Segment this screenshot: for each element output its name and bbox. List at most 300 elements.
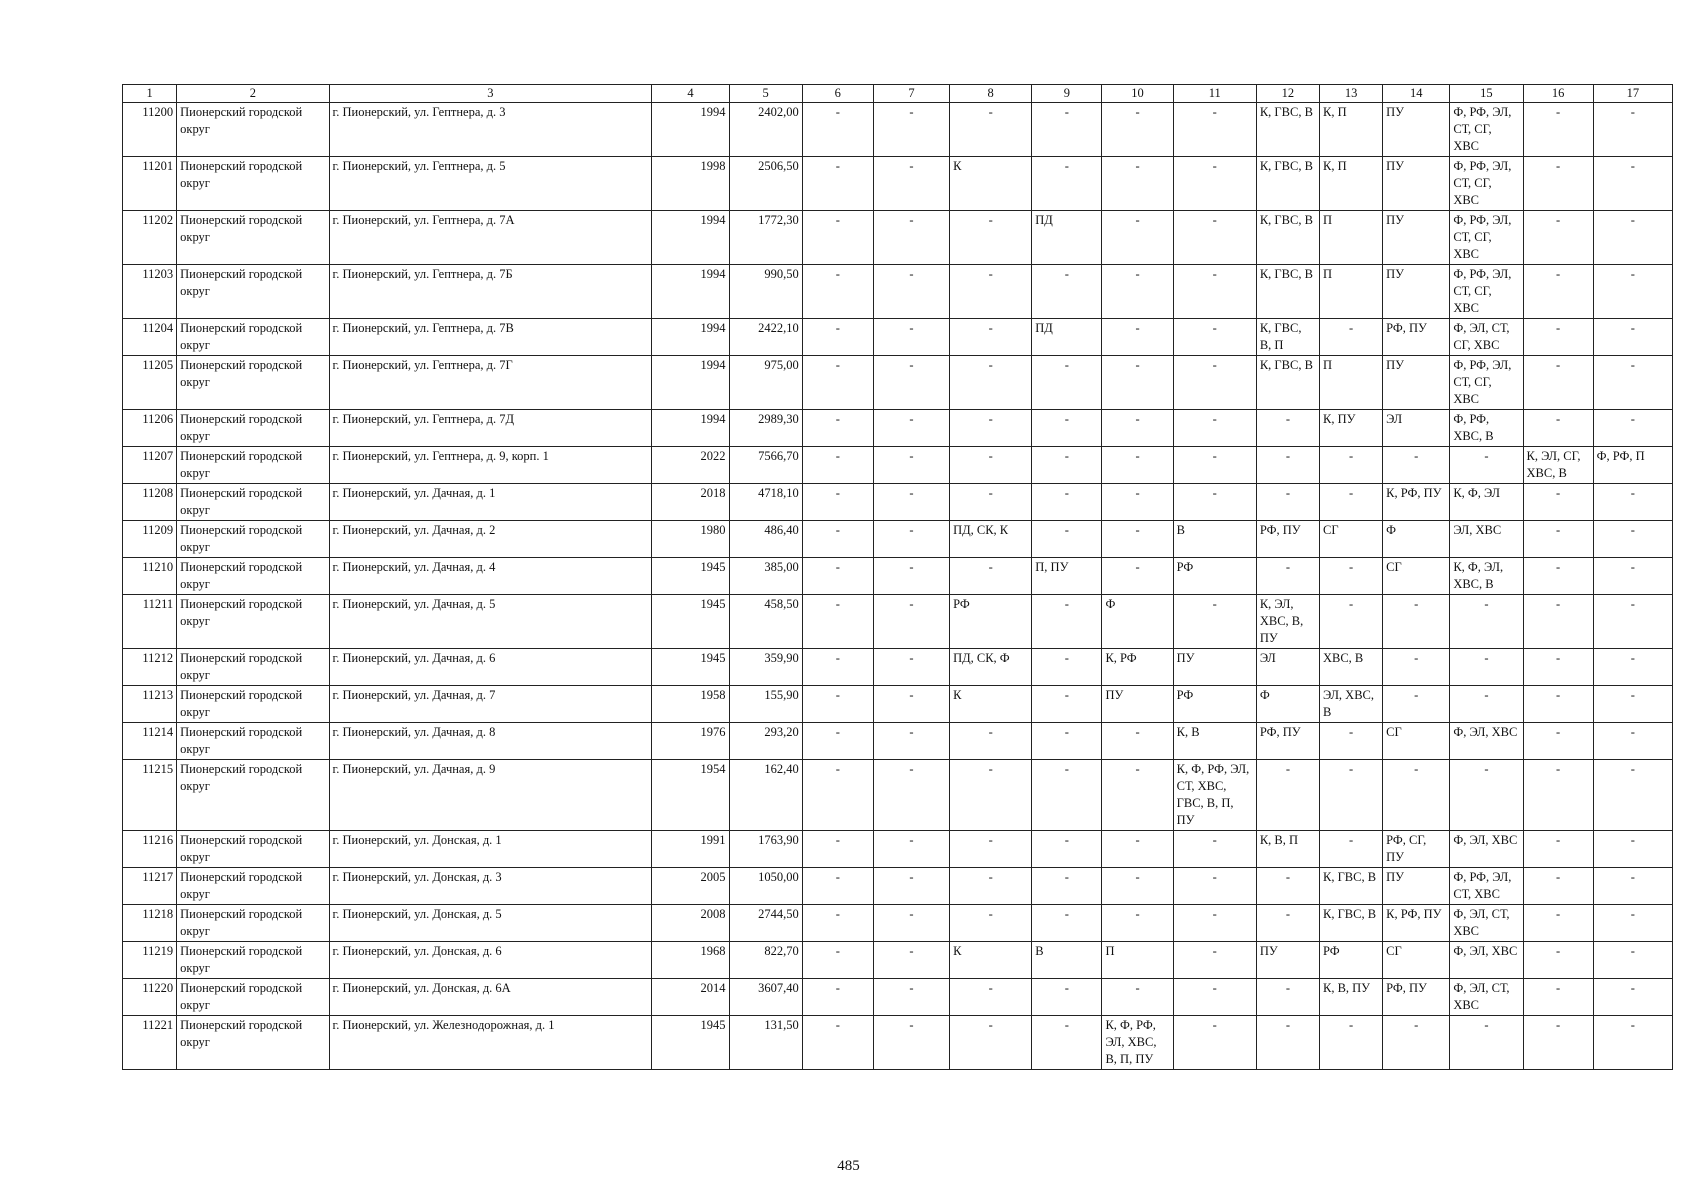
table-cell-col-6: - [802,103,873,157]
table-cell-col-4: 1945 [652,1016,729,1070]
table-cell-col-1: 11221 [123,1016,177,1070]
table-cell-col-6: - [802,831,873,868]
column-header-5: 5 [729,85,802,103]
table-cell-col-10: К, РФ [1102,649,1173,686]
table-cell-col-14: - [1383,760,1450,831]
column-header-6: 6 [802,85,873,103]
table-cell-col-10: Ф [1102,595,1173,649]
table-cell-col-7: - [873,521,949,558]
table-cell-col-4: 1958 [652,686,729,723]
table-cell-col-15: - [1450,595,1523,649]
table-cell-col-2: Пионерский городской округ [177,157,329,211]
table-cell-col-15: Ф, РФ, ЭЛ, СТ, СГ, ХВС [1450,211,1523,265]
table-cell-col-9: - [1032,265,1102,319]
table-cell-col-9: В [1032,942,1102,979]
table-cell-col-1: 11218 [123,905,177,942]
table-cell-col-16: - [1523,686,1593,723]
table-cell-col-3: г. Пионерский, ул. Дачная, д. 6 [329,649,652,686]
table-cell-col-9: ПД [1032,319,1102,356]
table-cell-col-8: - [950,905,1032,942]
column-header-4: 4 [652,85,729,103]
table-cell-col-10: - [1102,410,1173,447]
table-cell-col-3: г. Пионерский, ул. Гептнера, д. 7Д [329,410,652,447]
table-cell-col-2: Пионерский городской округ [177,760,329,831]
table-cell-col-10: - [1102,265,1173,319]
table-cell-col-15: К, Ф, ЭЛ, ХВС, В [1450,558,1523,595]
table-cell-col-14: СГ [1383,558,1450,595]
table-cell-col-13: П [1319,265,1382,319]
table-cell-col-3: г. Пионерский, ул. Донская, д. 3 [329,868,652,905]
table-cell-col-12: РФ, ПУ [1256,521,1319,558]
column-header-1: 1 [123,85,177,103]
table-cell-col-6: - [802,723,873,760]
table-cell-col-17: - [1593,1016,1672,1070]
table-cell-col-3: г. Пионерский, ул. Донская, д. 6А [329,979,652,1016]
table-cell-col-13: - [1319,1016,1382,1070]
table-cell-col-7: - [873,356,949,410]
table-row [123,521,1673,558]
table-cell-col-11: - [1173,211,1256,265]
table-cell-col-15: - [1450,686,1523,723]
table-cell-col-5: 822,70 [729,942,802,979]
table-cell-col-15: Ф, ЭЛ, ХВС [1450,831,1523,868]
table-cell-col-11: ПУ [1173,649,1256,686]
table-cell-col-8: К [950,157,1032,211]
column-header-2: 2 [177,85,329,103]
table-cell-col-12: - [1256,905,1319,942]
table-cell-col-7: - [873,760,949,831]
table-cell-col-4: 2022 [652,447,729,484]
table-cell-col-16: - [1523,905,1593,942]
table-cell-col-13: - [1319,760,1382,831]
table-cell-col-7: - [873,868,949,905]
table-cell-col-2: Пионерский городской округ [177,942,329,979]
table-cell-col-8: - [950,265,1032,319]
table-cell-col-15: Ф, РФ, ЭЛ, СТ, СГ, ХВС [1450,103,1523,157]
table-cell-col-3: г. Пионерский, ул. Гептнера, д. 5 [329,157,652,211]
table-cell-col-9: - [1032,103,1102,157]
table-cell-col-1: 11201 [123,157,177,211]
table-cell-col-1: 11204 [123,319,177,356]
table-cell-col-7: - [873,1016,949,1070]
table-cell-col-13: - [1319,319,1382,356]
table-cell-col-8: ПД, СК, Ф [950,649,1032,686]
table-cell-col-3: г. Пионерский, ул. Дачная, д. 5 [329,595,652,649]
table-cell-col-12: К, В, П [1256,831,1319,868]
table-cell-col-17: - [1593,319,1672,356]
table-cell-col-11: - [1173,831,1256,868]
table-cell-col-15: Ф, ЭЛ, ХВС [1450,723,1523,760]
table-cell-col-14: РФ, СГ, ПУ [1383,831,1450,868]
table-cell-col-5: 385,00 [729,558,802,595]
table-cell-col-5: 486,40 [729,521,802,558]
table-cell-col-14: - [1383,686,1450,723]
table-cell-col-11: - [1173,157,1256,211]
table-cell-col-9: - [1032,521,1102,558]
table-cell-col-17: - [1593,410,1672,447]
table-cell-col-5: 2506,50 [729,157,802,211]
table-cell-col-15: - [1450,447,1523,484]
table-row [123,157,1673,211]
table-cell-col-3: г. Пионерский, ул. Дачная, д. 8 [329,723,652,760]
table-cell-col-11: РФ [1173,558,1256,595]
table-cell-col-5: 1763,90 [729,831,802,868]
table-cell-col-16: - [1523,1016,1593,1070]
table-cell-col-12: - [1256,1016,1319,1070]
table-cell-col-4: 2014 [652,979,729,1016]
table-cell-col-8: - [950,831,1032,868]
table-cell-col-7: - [873,831,949,868]
table-cell-col-7: - [873,649,949,686]
table-cell-col-5: 4718,10 [729,484,802,521]
table-cell-col-11: - [1173,484,1256,521]
table-cell-col-10: - [1102,868,1173,905]
table-cell-col-14: ПУ [1383,211,1450,265]
table-cell-col-11: - [1173,319,1256,356]
table-cell-col-16: - [1523,942,1593,979]
table-cell-col-17: - [1593,265,1672,319]
table-cell-col-16: - [1523,760,1593,831]
table-cell-col-3: г. Пионерский, ул. Гептнера, д. 7В [329,319,652,356]
table-cell-col-16: К, ЭЛ, СГ, ХВС, В [1523,447,1593,484]
table-cell-col-3: г. Пионерский, ул. Дачная, д. 9 [329,760,652,831]
table-cell-col-8: - [950,211,1032,265]
table-cell-col-9: ПД [1032,211,1102,265]
table-row [123,410,1673,447]
column-header-14: 14 [1383,85,1450,103]
table-cell-col-12: - [1256,979,1319,1016]
table-cell-col-17: - [1593,831,1672,868]
table-cell-col-15: Ф, ЭЛ, СТ, СГ, ХВС [1450,319,1523,356]
table-cell-col-15: Ф, РФ, ЭЛ, СТ, ХВС [1450,868,1523,905]
table-cell-col-16: - [1523,723,1593,760]
table-cell-col-12: ЭЛ [1256,649,1319,686]
table-cell-col-8: РФ [950,595,1032,649]
table-cell-col-10: - [1102,211,1173,265]
table-cell-col-12: К, ГВС, В, П [1256,319,1319,356]
table-cell-col-8: - [950,760,1032,831]
table-cell-col-14: К, РФ, ПУ [1383,905,1450,942]
table-cell-col-4: 2005 [652,868,729,905]
table-cell-col-1: 11213 [123,686,177,723]
table-cell-col-10: ПУ [1102,686,1173,723]
table-cell-col-1: 11215 [123,760,177,831]
table-cell-col-9: - [1032,410,1102,447]
table-cell-col-8: - [950,979,1032,1016]
table-cell-col-5: 359,90 [729,649,802,686]
table-cell-col-9: - [1032,868,1102,905]
table-cell-col-5: 975,00 [729,356,802,410]
table-cell-col-11: РФ [1173,686,1256,723]
table-cell-col-13: - [1319,595,1382,649]
table-cell-col-9: - [1032,595,1102,649]
table-cell-col-14: - [1383,1016,1450,1070]
column-header-7: 7 [873,85,949,103]
table-cell-col-4: 1954 [652,760,729,831]
table-cell-col-2: Пионерский городской округ [177,979,329,1016]
table-cell-col-9: - [1032,157,1102,211]
table-cell-col-4: 1980 [652,521,729,558]
table-cell-col-3: г. Пионерский, ул. Дачная, д. 7 [329,686,652,723]
table-cell-col-14: - [1383,595,1450,649]
table-cell-col-13: П [1319,211,1382,265]
table-cell-col-14: ПУ [1383,157,1450,211]
table-cell-col-14: ПУ [1383,103,1450,157]
table-row [123,265,1673,319]
table-cell-col-12: - [1256,447,1319,484]
table-cell-col-5: 2422,10 [729,319,802,356]
table-cell-col-1: 11216 [123,831,177,868]
table-cell-col-14: ЭЛ [1383,410,1450,447]
table-cell-col-4: 1998 [652,157,729,211]
table-cell-col-14: ПУ [1383,868,1450,905]
table-cell-col-8: - [950,356,1032,410]
table-cell-col-13: К, В, ПУ [1319,979,1382,1016]
column-header-17: 17 [1593,85,1672,103]
table-cell-col-4: 1994 [652,410,729,447]
table-cell-col-2: Пионерский городской округ [177,558,329,595]
table-cell-col-16: - [1523,831,1593,868]
table-cell-col-9: - [1032,484,1102,521]
table-cell-col-11: В [1173,521,1256,558]
table-cell-col-4: 1994 [652,211,729,265]
table-cell-col-4: 1968 [652,942,729,979]
table-cell-col-6: - [802,484,873,521]
table-cell-col-7: - [873,410,949,447]
page-number: 485 [837,1158,860,1174]
table-cell-col-13: РФ [1319,942,1382,979]
table-row [123,831,1673,868]
table-cell-col-17: - [1593,868,1672,905]
table-cell-col-17: - [1593,942,1672,979]
table-cell-col-12: К, ГВС, В [1256,103,1319,157]
table-cell-col-12: К, ГВС, В [1256,356,1319,410]
table-cell-col-17: - [1593,558,1672,595]
table-cell-col-13: ЭЛ, ХВС, В [1319,686,1382,723]
table-cell-col-6: - [802,558,873,595]
data-table [122,84,1673,1070]
table-cell-col-13: К, ГВС, В [1319,868,1382,905]
table-row [123,558,1673,595]
table-cell-col-1: 11202 [123,211,177,265]
table-cell-col-11: - [1173,447,1256,484]
table-cell-col-17: Ф, РФ, П [1593,447,1672,484]
table-cell-col-4: 1945 [652,595,729,649]
table-cell-col-13: ХВС, В [1319,649,1382,686]
table-cell-col-16: - [1523,356,1593,410]
table-cell-col-13: К, ПУ [1319,410,1382,447]
header-row [123,85,1673,103]
table-cell-col-6: - [802,410,873,447]
table-cell-col-4: 1994 [652,265,729,319]
table-cell-col-13: К, П [1319,157,1382,211]
table-cell-col-7: - [873,979,949,1016]
table-cell-col-12: РФ, ПУ [1256,723,1319,760]
table-cell-col-16: - [1523,410,1593,447]
table-cell-col-5: 293,20 [729,723,802,760]
table-cell-col-7: - [873,447,949,484]
table-cell-col-16: - [1523,521,1593,558]
table-cell-col-5: 2402,00 [729,103,802,157]
table-cell-col-10: - [1102,157,1173,211]
table-cell-col-9: - [1032,649,1102,686]
table-cell-col-17: - [1593,979,1672,1016]
table-cell-col-7: - [873,211,949,265]
table-cell-col-8: - [950,484,1032,521]
table-cell-col-13: К, ГВС, В [1319,905,1382,942]
table-cell-col-14: - [1383,649,1450,686]
table-cell-col-14: РФ, ПУ [1383,979,1450,1016]
table-cell-col-7: - [873,905,949,942]
table-cell-col-11: - [1173,942,1256,979]
table-cell-col-1: 11212 [123,649,177,686]
table-cell-col-2: Пионерский городской округ [177,1016,329,1070]
table-cell-col-13: - [1319,447,1382,484]
table-cell-col-2: Пионерский городской округ [177,211,329,265]
table-cell-col-7: - [873,265,949,319]
table-cell-col-10: - [1102,558,1173,595]
table-cell-col-3: г. Пионерский, ул. Гептнера, д. 7А [329,211,652,265]
table-cell-col-5: 458,50 [729,595,802,649]
table-cell-col-5: 7566,70 [729,447,802,484]
table-cell-col-1: 11220 [123,979,177,1016]
table-cell-col-2: Пионерский городской округ [177,831,329,868]
table-cell-col-17: - [1593,686,1672,723]
table-cell-col-1: 11214 [123,723,177,760]
table-cell-col-2: Пионерский городской округ [177,410,329,447]
table-cell-col-13: К, П [1319,103,1382,157]
table-cell-col-7: - [873,157,949,211]
table-cell-col-10: - [1102,484,1173,521]
table-cell-col-10: - [1102,356,1173,410]
table-cell-col-3: г. Пионерский, ул. Гептнера, д. 7Б [329,265,652,319]
table-cell-col-3: г. Пионерский, ул. Дачная, д. 2 [329,521,652,558]
table-cell-col-15: Ф, РФ, ЭЛ, СТ, СГ, ХВС [1450,265,1523,319]
table-cell-col-2: Пионерский городской округ [177,649,329,686]
table-cell-col-3: г. Пионерский, ул. Дачная, д. 4 [329,558,652,595]
table-cell-col-4: 1976 [652,723,729,760]
table-cell-col-17: - [1593,157,1672,211]
table-cell-col-9: - [1032,447,1102,484]
table-row [123,868,1673,905]
table-cell-col-7: - [873,103,949,157]
table-cell-col-11: - [1173,595,1256,649]
table-cell-col-8: - [950,1016,1032,1070]
table-cell-col-10: - [1102,447,1173,484]
table-cell-col-17: - [1593,760,1672,831]
table-cell-col-12: К, ГВС, В [1256,157,1319,211]
table-cell-col-2: Пионерский городской округ [177,319,329,356]
table-cell-col-2: Пионерский городской округ [177,723,329,760]
table-cell-col-6: - [802,649,873,686]
table-cell-col-12: - [1256,484,1319,521]
table-row [123,760,1673,831]
table-cell-col-3: г. Пионерский, ул. Гептнера, д. 3 [329,103,652,157]
table-cell-col-9: - [1032,831,1102,868]
table-cell-col-7: - [873,484,949,521]
table-cell-col-12: - [1256,760,1319,831]
table-cell-col-5: 2744,50 [729,905,802,942]
table-cell-col-13: СГ [1319,521,1382,558]
table-cell-col-17: - [1593,356,1672,410]
table-cell-col-10: - [1102,319,1173,356]
table-cell-col-16: - [1523,979,1593,1016]
table-cell-col-8: - [950,447,1032,484]
table-cell-col-6: - [802,760,873,831]
table-cell-col-11: - [1173,356,1256,410]
table-cell-col-11: К, В [1173,723,1256,760]
table-cell-col-1: 11219 [123,942,177,979]
table-cell-col-5: 990,50 [729,265,802,319]
table-cell-col-15: Ф, ЭЛ, СТ, ХВС [1450,905,1523,942]
table-cell-col-17: - [1593,649,1672,686]
table-cell-col-15: К, Ф, ЭЛ [1450,484,1523,521]
table-cell-col-11: - [1173,868,1256,905]
table-cell-col-3: г. Пионерский, ул. Донская, д. 6 [329,942,652,979]
table-cell-col-16: - [1523,595,1593,649]
table-cell-col-10: - [1102,979,1173,1016]
table-cell-col-16: - [1523,265,1593,319]
table-cell-col-16: - [1523,484,1593,521]
table-cell-col-9: - [1032,356,1102,410]
table-cell-col-14: РФ, ПУ [1383,319,1450,356]
table-row [123,979,1673,1016]
table-cell-col-8: - [950,410,1032,447]
table-row [123,211,1673,265]
table-cell-col-2: Пионерский городской округ [177,103,329,157]
table-cell-col-1: 11205 [123,356,177,410]
table-cell-col-2: Пионерский городской округ [177,265,329,319]
table-cell-col-6: - [802,979,873,1016]
table-cell-col-1: 11206 [123,410,177,447]
table-cell-col-12: К, ГВС, В [1256,265,1319,319]
table-cell-col-12: Ф [1256,686,1319,723]
table-cell-col-14: ПУ [1383,356,1450,410]
table-cell-col-15: - [1450,760,1523,831]
column-header-15: 15 [1450,85,1523,103]
table-cell-col-17: - [1593,103,1672,157]
table-cell-col-8: - [950,723,1032,760]
table-cell-col-10: - [1102,521,1173,558]
table-cell-col-6: - [802,265,873,319]
table-cell-col-16: - [1523,649,1593,686]
table-cell-col-1: 11210 [123,558,177,595]
table-row [123,356,1673,410]
table-cell-col-4: 1994 [652,103,729,157]
table-cell-col-7: - [873,558,949,595]
table-cell-col-13: - [1319,484,1382,521]
table-cell-col-1: 11207 [123,447,177,484]
table-cell-col-1: 11217 [123,868,177,905]
table-cell-col-9: - [1032,760,1102,831]
table-cell-col-3: г. Пионерский, ул. Гептнера, д. 7Г [329,356,652,410]
table-cell-col-2: Пионерский городской округ [177,595,329,649]
table-cell-col-17: - [1593,211,1672,265]
table-cell-col-1: 11209 [123,521,177,558]
table-cell-col-16: - [1523,211,1593,265]
table-cell-col-2: Пионерский городской округ [177,484,329,521]
table-cell-col-1: 11203 [123,265,177,319]
table-cell-col-7: - [873,942,949,979]
table-cell-col-11: - [1173,103,1256,157]
table-cell-col-6: - [802,319,873,356]
table-cell-col-3: г. Пионерский, ул. Донская, д. 5 [329,905,652,942]
table-row [123,447,1673,484]
table-cell-col-7: - [873,686,949,723]
table-cell-col-7: - [873,319,949,356]
table-row [123,1016,1673,1070]
table-cell-col-9: - [1032,979,1102,1016]
